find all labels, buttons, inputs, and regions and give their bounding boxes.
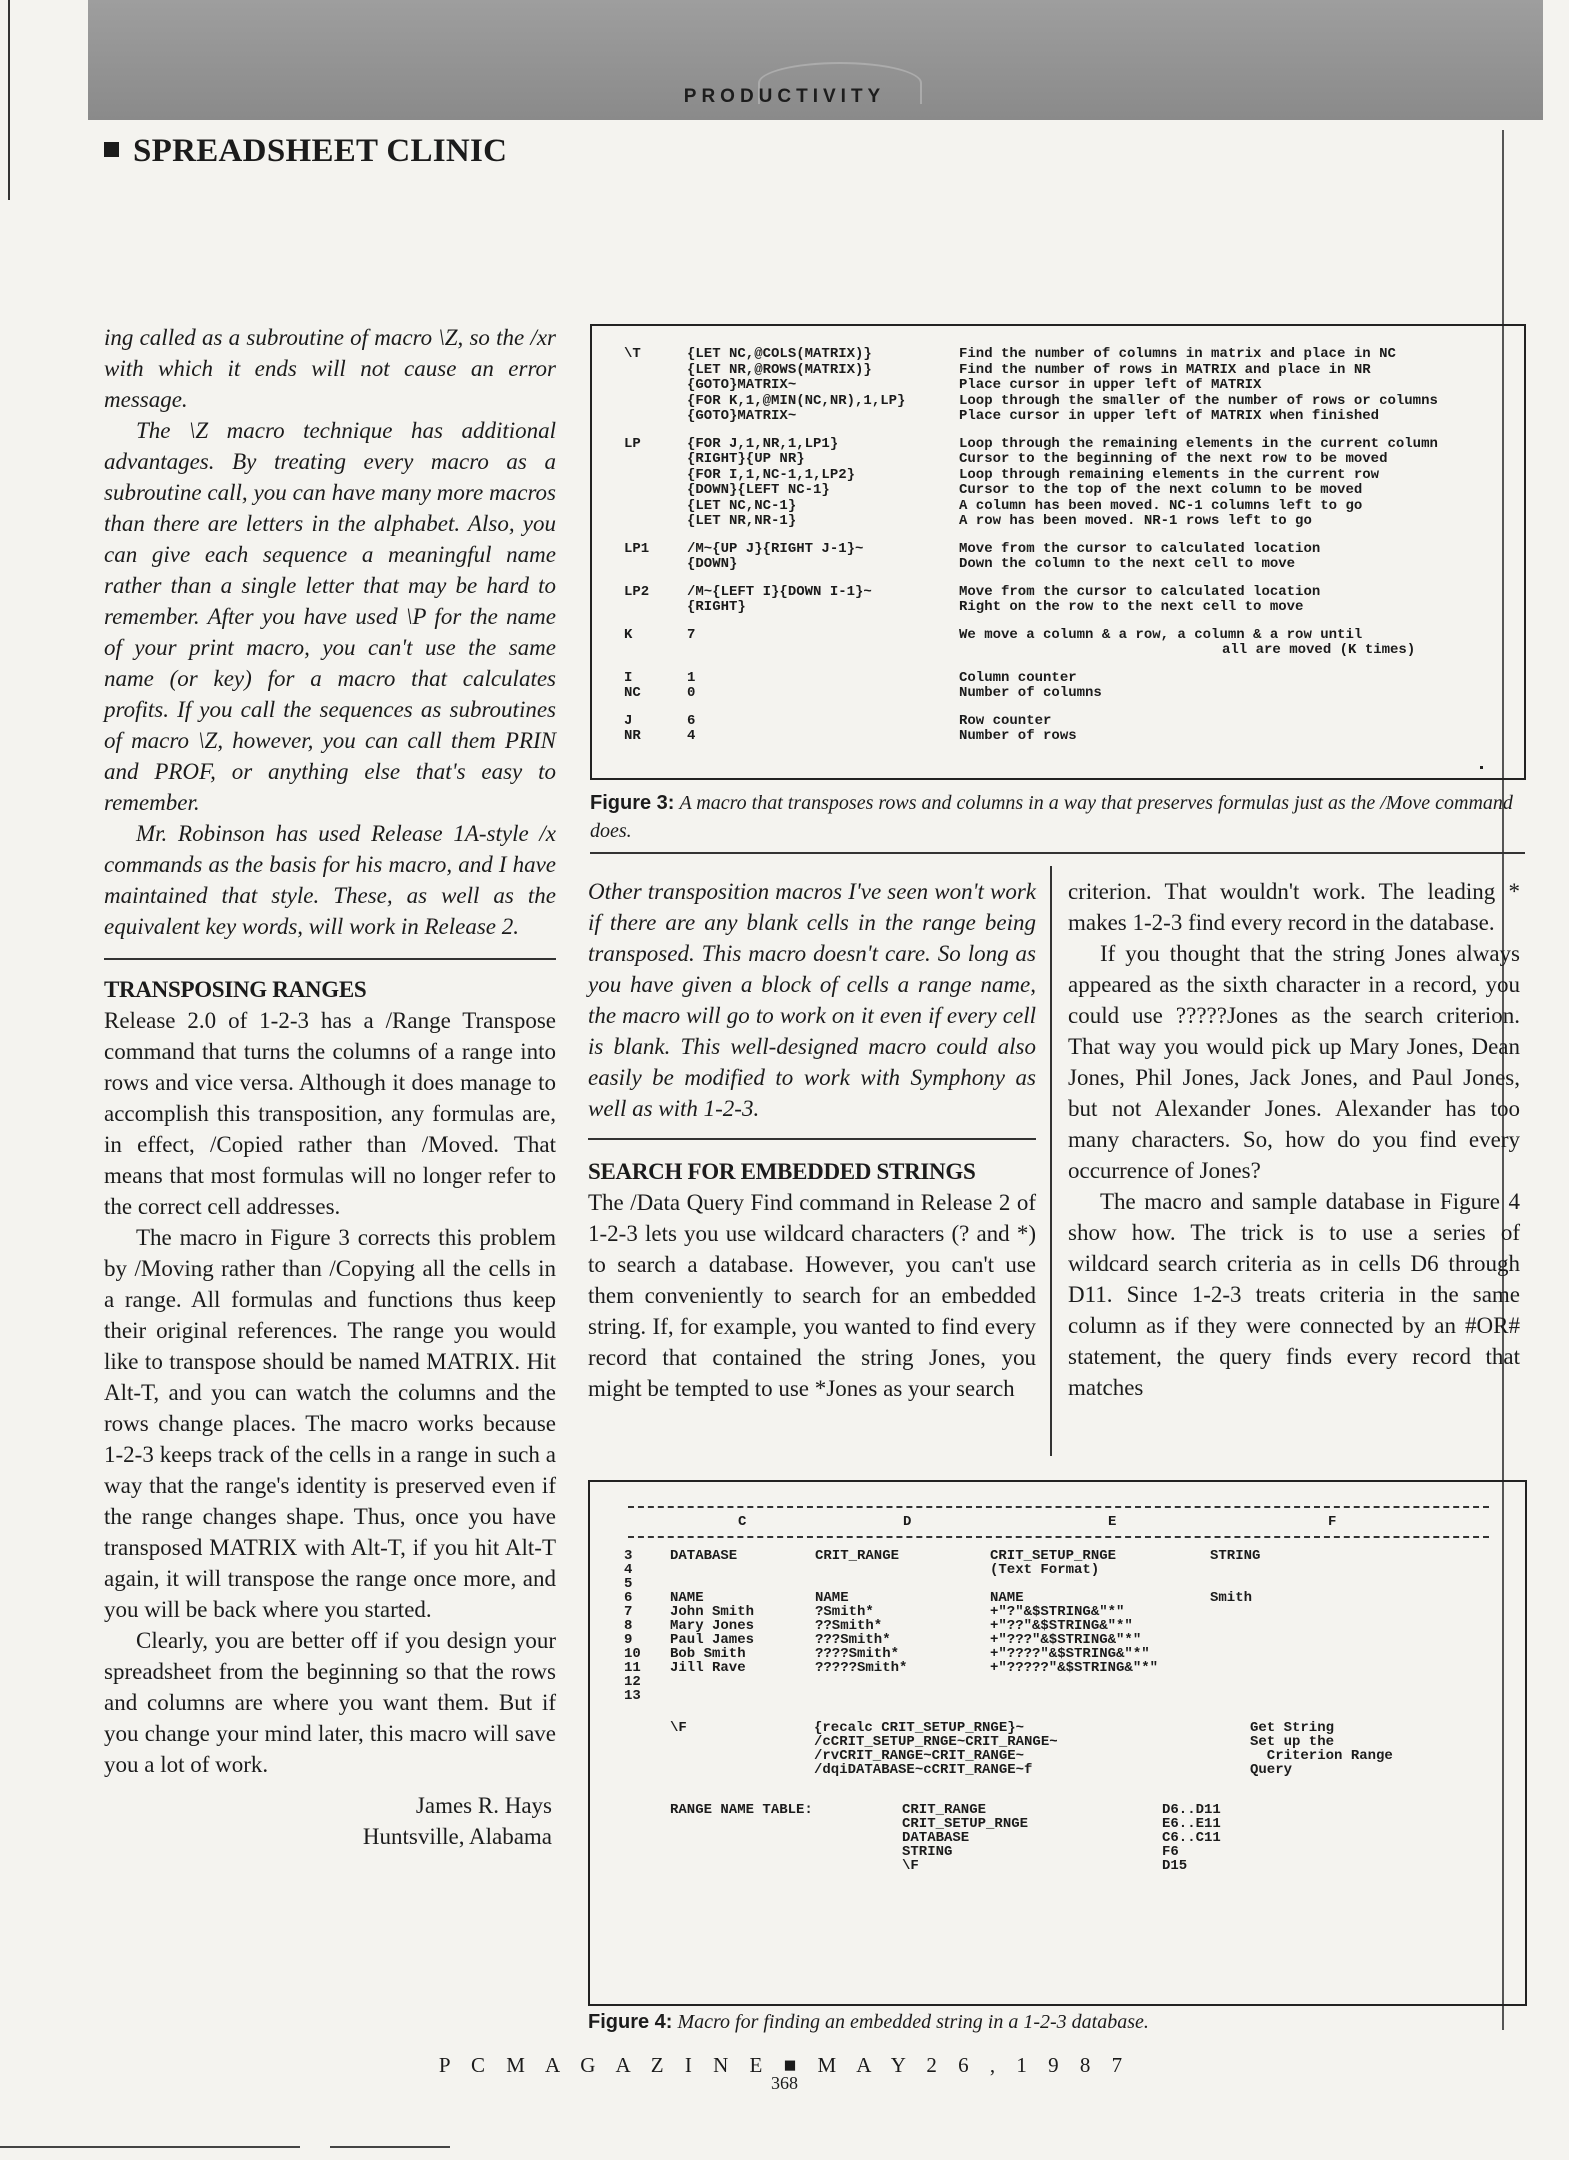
- listing-code: {FOR K,1,@MIN(NC,NR),1,LP}: [687, 392, 906, 409]
- listing-comment: A column has been moved. NC-1 columns left to go: [959, 497, 1363, 514]
- table-border: [628, 1536, 1489, 1538]
- table-cell: +"???"&$STRING&"*": [990, 1632, 1142, 1648]
- table-cell: +"?????"&$STRING&"*": [990, 1660, 1159, 1676]
- row-number: 9: [624, 1632, 633, 1648]
- row-number: 6: [624, 1590, 633, 1606]
- listing-comment: Loop through the smaller of the number of rows or columns: [959, 392, 1438, 409]
- table-cell: ?Smith*: [815, 1604, 874, 1620]
- listing-mark: [1480, 766, 1483, 769]
- figure-4-caption-label: Figure 4:: [588, 2011, 673, 2033]
- table-cell: +"??"&$STRING&"*": [990, 1618, 1133, 1634]
- listing-comment: Move from the cursor to calculated location: [959, 540, 1321, 557]
- listing-comment: Place cursor in upper left of MATRIX when finished: [959, 408, 1380, 424]
- listing-label: \T: [624, 346, 641, 362]
- range-name: STRING: [902, 1844, 953, 1860]
- right-column: [1068, 876, 1520, 1403]
- listing-comment: Number of rows: [959, 728, 1077, 744]
- margin-rule: [8, 0, 10, 200]
- table-cell: ????Smith*: [815, 1646, 900, 1662]
- body-paragraph: Release 2.0 of 1-2-3 has a /Range Transpose command that turns the columns of a range into rows and vice versa. Although it does manage to accomplish this transposition, any formulas are, in effect, /Copied rather than /Moved. That means that most formulas will no longer refer to the correct cell addresses.: [104, 1008, 556, 1219]
- range-name: CRIT_SETUP_RNGE: [902, 1816, 1029, 1832]
- listing-comment: Down the column to the next cell to move: [959, 556, 1296, 572]
- row-number: 5: [624, 1576, 633, 1592]
- row-number: 13: [624, 1688, 641, 1704]
- column-letter: E: [1108, 1514, 1117, 1530]
- listing-code: {LET NR,@ROWS(MATRIX)}: [687, 361, 872, 378]
- section-label: PRODUCTIVITY: [683, 86, 886, 107]
- bullet-square-icon: [104, 142, 119, 157]
- body-paragraph: If you thought that the string Jones always appeared as the sixth character in a record, you could use ?????Jones as the search criterion. That way you would pick up Mary Jones, Dean Jones, Phil Jones, Jack Jones, and Paul Jones, but not Alexander Jones. Alexander has too many characters. So, how do you find every occurrence of Jones?: [1068, 941, 1520, 1183]
- body-paragraph: criterion. That wouldn't work. The leading * makes 1-2-3 find every record in the database.: [1068, 879, 1520, 935]
- table-cell: Paul James: [670, 1632, 755, 1648]
- table-cell: ?????Smith*: [815, 1660, 908, 1676]
- listing-comment: all are moved (K times): [1222, 642, 1416, 658]
- column-title-text: SPREADSHEET CLINIC: [133, 133, 508, 169]
- row-number: 10: [624, 1646, 641, 1662]
- range-address: F6: [1162, 1844, 1179, 1860]
- listing-code: {LET NC,@COLS(MATRIX)}: [687, 346, 872, 362]
- listing-code: {FOR J,1,NR,1,LP1}: [687, 435, 839, 452]
- listing-code: {GOTO}MATRIX~: [687, 408, 797, 424]
- intro-paragraph: Mr. Robinson has used Release 1A-style /x commands as the basis for his macro, and I have maintained that style. These, as well as the equivalent key words, will work in Release 2.: [104, 821, 556, 939]
- table-cell: Smith: [1210, 1590, 1253, 1606]
- listing-code: 1: [687, 669, 696, 686]
- section-divider: [104, 958, 556, 960]
- figure-4-spreadsheet: [588, 1480, 1527, 2006]
- column-title: [104, 133, 507, 170]
- table-cell: NAME: [815, 1590, 849, 1606]
- listing-code: {LET NR,NR-1}: [687, 513, 797, 529]
- left-column: [104, 322, 556, 1852]
- listing-comment: Cursor to the beginning of the next row to be moved: [959, 451, 1388, 467]
- table-cell: ???Smith*: [815, 1632, 891, 1648]
- section-divider: [588, 1138, 1036, 1140]
- table-cell: STRING: [1210, 1548, 1261, 1564]
- magazine-footer: P C M A G A Z I N E ■ M A Y 2 6 , 1 9 8 7: [438, 2053, 1131, 2077]
- macro-comment: Query: [1250, 1762, 1293, 1778]
- body-paragraph: The macro in Figure 3 corrects this problem by /Moving rather than /Copying all the cells in a range. All formulas and functions thus keep their original references. The range you would like to transpose should be named MATRIX. Hit Alt-T, and you can watch the columns and the rows change places. The macro works because 1-2-3 keeps track of the cells in a range in such a way that the range's identity is preserved even if the range changes shape. Thus, once you have transposed MATRIX with Alt-T, if you hit Alt-T again, it will transpose the range once more, and you will be back where you started.: [104, 1225, 556, 1622]
- row-number: 8: [624, 1618, 633, 1634]
- table-cell: NAME: [670, 1590, 704, 1606]
- middle-column: [588, 876, 1036, 1404]
- range-name: DATABASE: [902, 1830, 970, 1846]
- listing-comment: A row has been moved. NR-1 rows left to go: [959, 513, 1312, 529]
- table-cell: +"?"&$STRING&"*": [990, 1604, 1125, 1620]
- listing-code: {LET NC,NC-1}: [687, 497, 797, 514]
- table-cell: +"????"&$STRING&"*": [990, 1646, 1150, 1662]
- listing-label: I: [624, 669, 633, 686]
- bottom-rule: [330, 2146, 450, 2148]
- table-cell: Jill Rave: [670, 1660, 746, 1676]
- macro-line: {recalc CRIT_SETUP_RNGE}~: [814, 1720, 1025, 1736]
- listing-code: /M~{UP J}{RIGHT J-1}~: [687, 540, 864, 557]
- listing-code: 7: [687, 626, 696, 643]
- figure-3-caption-text: A macro that transposes rows and columns in a way that preserves formulas just as the /Move command does.: [590, 792, 1513, 842]
- listing-label: NR: [624, 728, 641, 744]
- macro-line: /rvCRIT_RANGE~CRIT_RANGE~: [814, 1748, 1025, 1764]
- row-number: 11: [624, 1660, 641, 1676]
- body-paragraph: The /Data Query Find command in Release 2 of 1-2-3 lets you use wildcard characters (? and *) to search a database. However, you can't use them conveniently to search for an embedded string. If, for example, you wanted to find every record that contained the string Jones, you might be tempted to use *Jones as your search: [588, 1190, 1036, 1401]
- intro-paragraph: Other transposition macros I've seen won't work if there are any blank cells in the range being transposed. This macro doesn't care. So long as you have given a block of cells a range name, the macro will go to work on it even if every cell is blank. This well-designed macro could also easily be modified to work with Symphony as well as with 1-2-3.: [588, 879, 1036, 1121]
- listing-label: LP: [624, 435, 641, 452]
- range-name: CRIT_RANGE: [902, 1802, 987, 1818]
- table-cell: DATABASE: [670, 1548, 738, 1564]
- listing-comment: Number of columns: [959, 685, 1102, 701]
- table-cell: Bob Smith: [670, 1646, 746, 1662]
- listing-comment: We move a column & a row, a column & a row until: [959, 626, 1363, 643]
- body-paragraph: The macro and sample database in Figure 4 show how. The trick is to use a series of wildcard search criteria as in cells D6 through D11. Since 1-2-3 treats criteria in the same column as if they were connected by an #OR# statement, the query finds every record that matches: [1068, 1189, 1520, 1400]
- range-table-label: RANGE NAME TABLE:: [670, 1802, 813, 1818]
- bottom-rule: [0, 2146, 300, 2148]
- figure-divider: [590, 852, 1525, 854]
- table-cell: CRIT_SETUP_RNGE: [990, 1548, 1117, 1564]
- listing-comment: Column counter: [959, 669, 1077, 686]
- row-number: 7: [624, 1604, 633, 1620]
- figure-3-caption-label: Figure 3:: [590, 792, 675, 814]
- listing-code: /M~{LEFT I}{DOWN I-1}~: [687, 583, 872, 600]
- listing-code: {RIGHT}{UP NR}: [687, 451, 805, 467]
- section-heading: TRANSPOSING RANGES: [104, 977, 367, 1002]
- author-name: James R. Hays: [415, 1793, 552, 1818]
- author-location: Huntsville, Alabama: [362, 1824, 552, 1849]
- column-letter: C: [738, 1514, 747, 1530]
- figure-4-caption: [588, 2008, 1523, 2036]
- listing-comment: Row counter: [959, 712, 1052, 729]
- macro-line: /cCRIT_SETUP_RNGE~CRIT_RANGE~: [814, 1734, 1058, 1750]
- listing-comment: Right on the row to the next cell to move: [959, 599, 1304, 615]
- range-name: \F: [902, 1858, 919, 1874]
- row-number: 12: [624, 1674, 641, 1690]
- table-border: [628, 1506, 1489, 1508]
- range-address: D6..D11: [1162, 1802, 1221, 1818]
- listing-code: 4: [687, 728, 696, 744]
- listing-comment: Move from the cursor to calculated location: [959, 583, 1321, 600]
- listing-code: 6: [687, 712, 696, 729]
- listing-label: LP2: [624, 583, 650, 600]
- listing-code: {RIGHT}: [687, 599, 746, 615]
- listing-comment: Cursor to the top of the next column to be moved: [959, 482, 1363, 498]
- listing-comment: Loop through remaining elements in the current row: [959, 466, 1380, 483]
- column-letter: F: [1328, 1514, 1337, 1530]
- macro-comment: Criterion Range: [1250, 1748, 1393, 1764]
- table-cell: John Smith: [670, 1604, 755, 1620]
- macro-comment: Set up the: [1250, 1734, 1335, 1750]
- section-heading: SEARCH FOR EMBEDDED STRINGS: [588, 1159, 976, 1184]
- macro-label: \F: [670, 1720, 687, 1736]
- table-cell: CRIT_RANGE: [815, 1548, 900, 1564]
- listing-comment: Find the number of columns in matrix and place in NC: [959, 346, 1396, 362]
- range-address: D15: [1162, 1858, 1188, 1874]
- table-cell: NAME: [990, 1590, 1024, 1606]
- range-address: E6..E11: [1162, 1816, 1221, 1832]
- body-paragraph: Clearly, you are better off if you design your spreadsheet from the beginning so that the rows and columns are where you want them. But if you change your mind later, this macro will save you a lot of work.: [104, 1628, 556, 1777]
- table-cell: ??Smith*: [815, 1618, 883, 1634]
- listing-label: K: [624, 626, 633, 643]
- listing-code: {DOWN}: [687, 556, 738, 572]
- table-cell: (Text Format): [990, 1562, 1100, 1578]
- macro-line: /dqiDATABASE~cCRIT_RANGE~f: [814, 1762, 1033, 1778]
- intro-paragraph: The \Z macro technique has additional advantages. By treating every macro as a subroutine call, you can have many more macros than there are letters in the alphabet. Also, you can give each sequence a meaningful name rather than a single letter that may be hard to remember. After you have used \P for the name of your print macro, you can't use the same name (or key) for a macro that calculates profits. If you call the sequences as subroutines of macro \Z, however, you can call them PRIN and PROF, or anything else that's easy to remember.: [104, 418, 556, 815]
- listing-label: J: [624, 712, 633, 729]
- listing-code: {GOTO}MATRIX~: [687, 377, 797, 393]
- listing-comment: Loop through the remaining elements in the current column: [959, 435, 1438, 452]
- table-cell: Mary Jones: [670, 1618, 755, 1634]
- listing-label: LP1: [624, 540, 650, 557]
- row-number: 3: [624, 1548, 633, 1564]
- listing-label: NC: [624, 685, 641, 701]
- listing-code: 0: [687, 685, 696, 701]
- macro-comment: Get String: [1250, 1720, 1335, 1736]
- intro-paragraph: ing called as a subroutine of macro \Z, so the /xr with which it ends will not cause an error message.: [104, 325, 556, 412]
- column-letter: D: [903, 1514, 912, 1530]
- author-signature: [104, 1790, 556, 1852]
- range-address: C6..C11: [1162, 1830, 1221, 1846]
- listing-code: {DOWN}{LEFT NC-1}: [687, 482, 830, 498]
- row-number: 4: [624, 1562, 633, 1578]
- page-number: 368: [771, 2073, 798, 2093]
- figure-3-listing: [590, 324, 1526, 780]
- column-rule: [1050, 866, 1052, 1456]
- figure-4-caption-text: Macro for finding an embedded string in a 1-2-3 database.: [677, 2011, 1149, 2033]
- listing-comment: Place cursor in upper left of MATRIX: [959, 377, 1262, 393]
- listing-comment: Find the number of rows in MATRIX and place in NR: [959, 361, 1371, 378]
- figure-3-caption: [590, 789, 1525, 845]
- listing-code: {FOR I,1,NC-1,1,LP2}: [687, 466, 856, 483]
